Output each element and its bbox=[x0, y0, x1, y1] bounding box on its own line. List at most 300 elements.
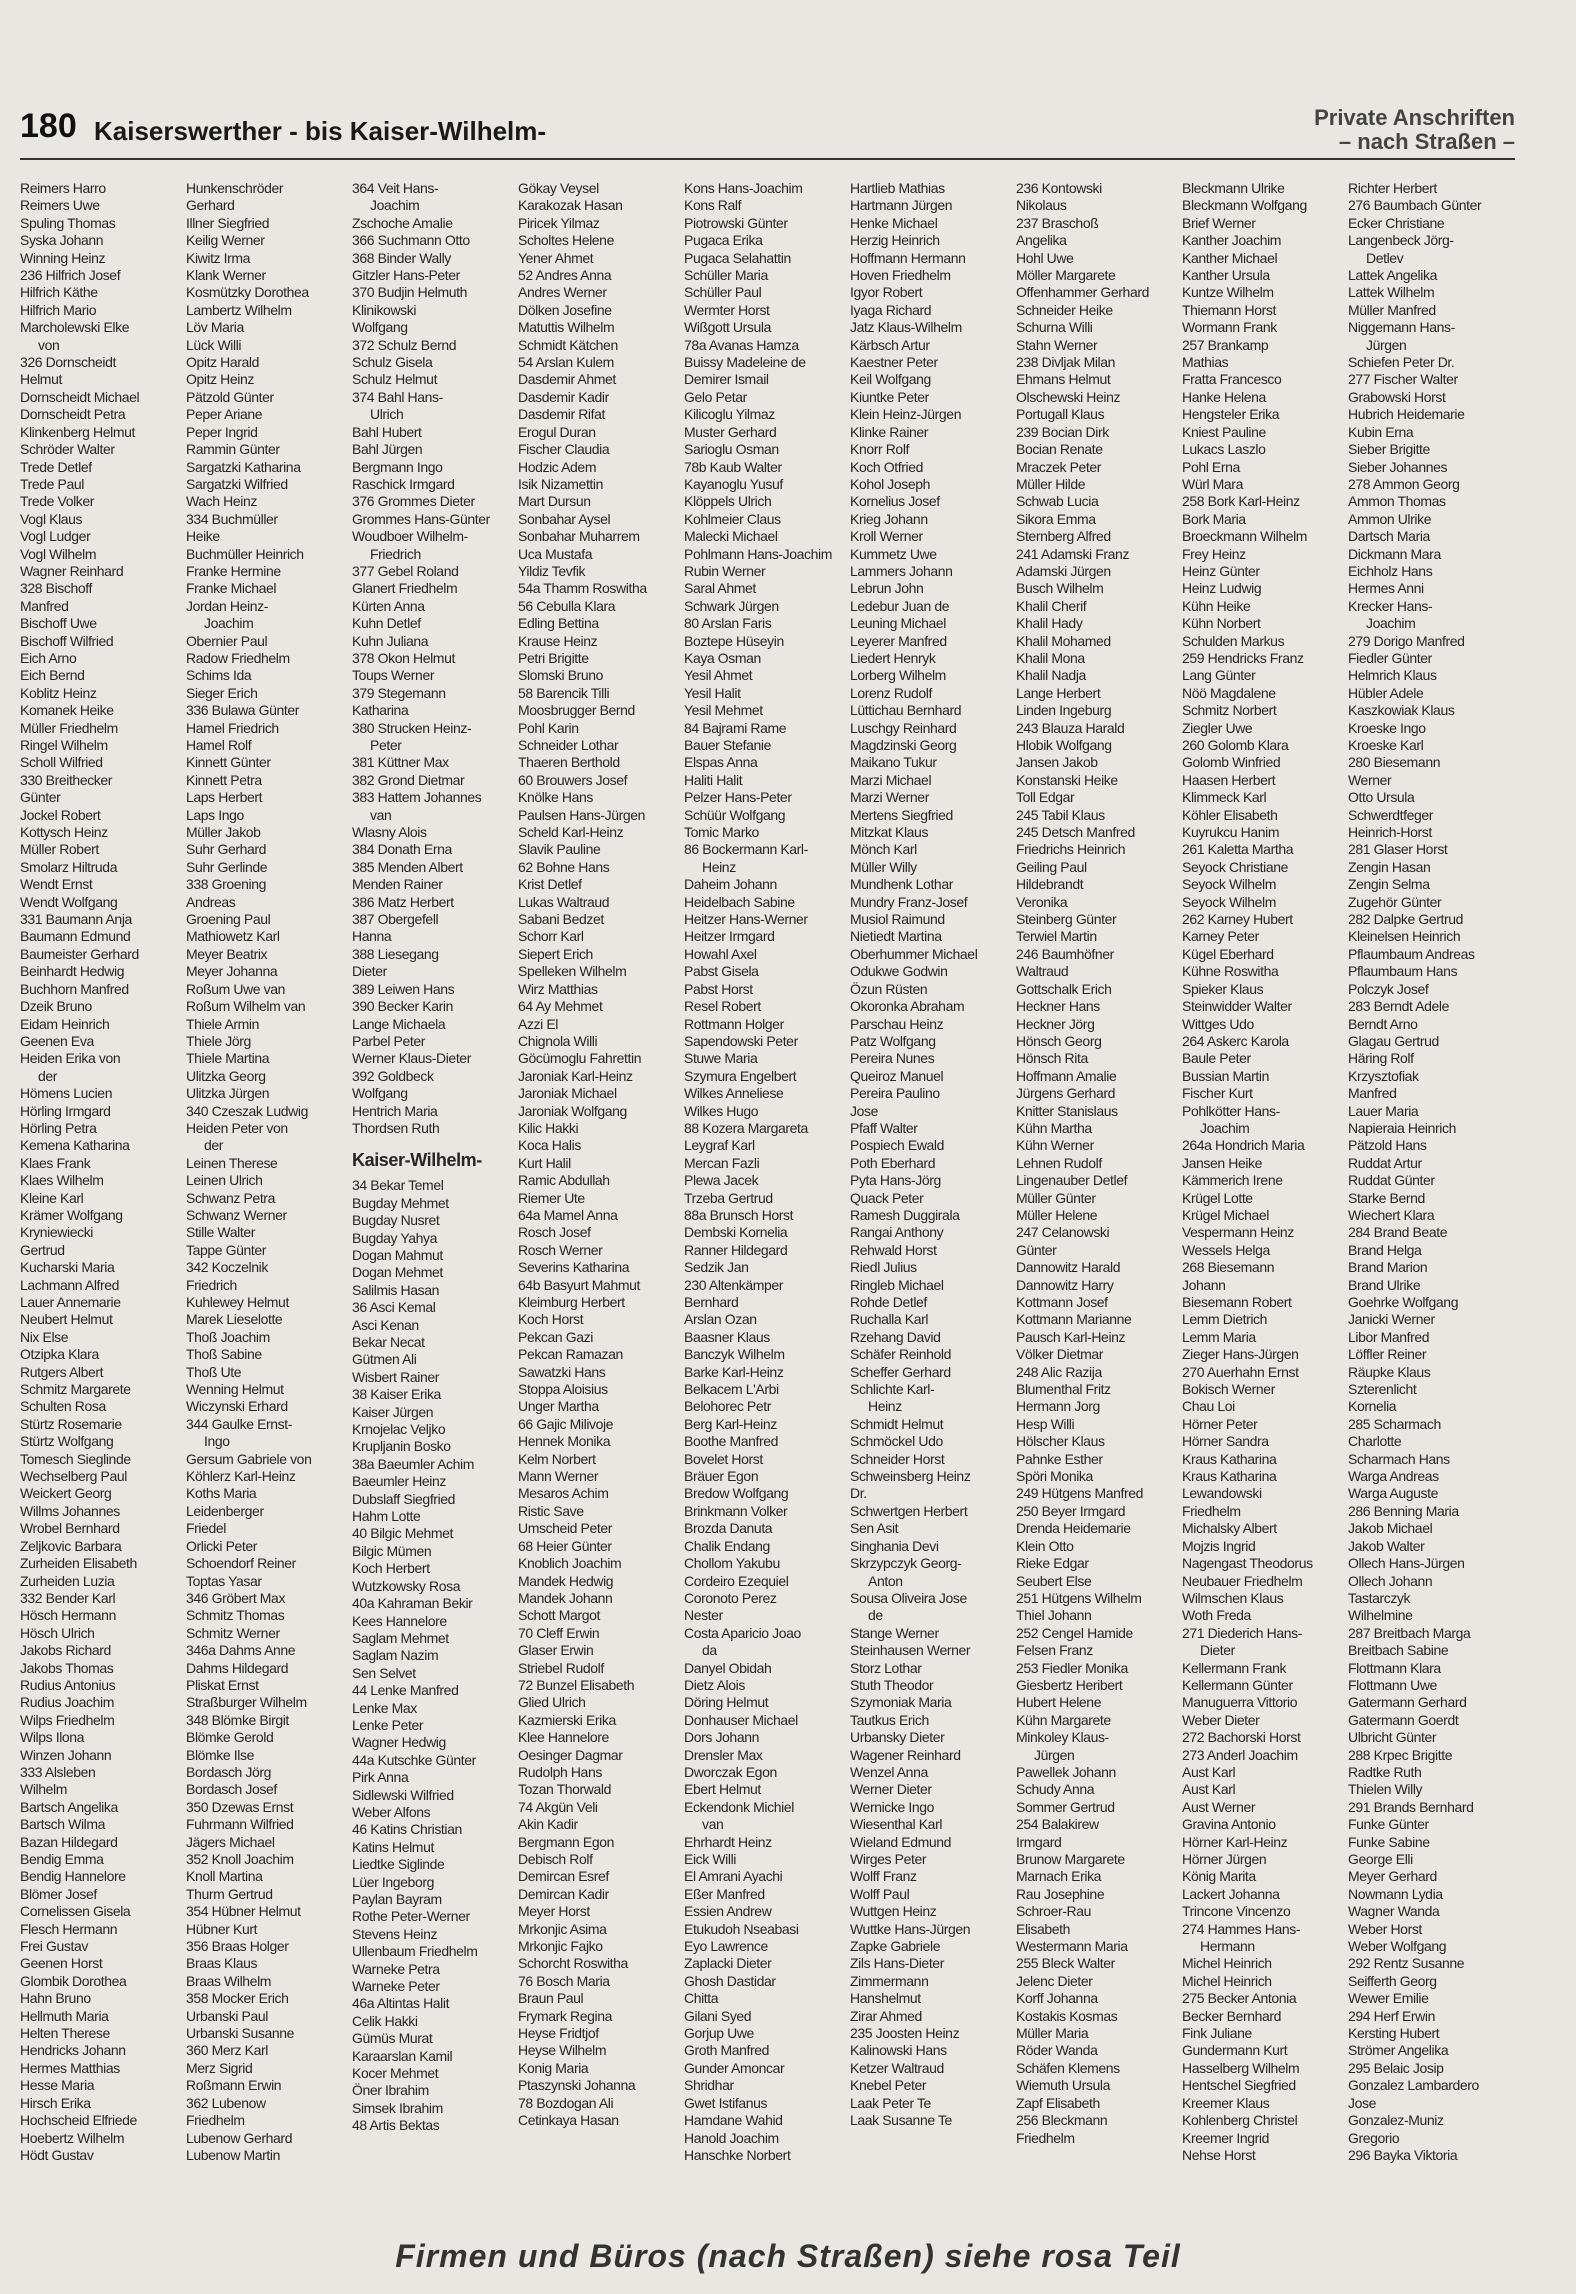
directory-entry: Lange Herbert bbox=[1016, 684, 1101, 701]
directory-entry: Becker Bernhard bbox=[1182, 2007, 1282, 2024]
directory-entry: Wendt Wolfgang bbox=[20, 893, 118, 910]
directory-entry: Stuwe Maria bbox=[684, 1050, 758, 1067]
directory-entry: Ruddat Artur bbox=[1348, 1154, 1422, 1171]
directory-entry: Laak Susanne Te bbox=[850, 2112, 952, 2129]
directory-entry: Franke Michael bbox=[186, 580, 277, 597]
directory-entry: Schwab Lucia bbox=[1016, 493, 1099, 510]
directory-entry: Brand Helga bbox=[1348, 1241, 1422, 1258]
directory-entry: Heinz bbox=[868, 1398, 902, 1415]
directory-entry: Fischer Claudia bbox=[518, 441, 610, 458]
directory-entry: Heitzer Irmgard bbox=[684, 928, 775, 945]
directory-entry: 378 Okon Helmut bbox=[352, 649, 455, 666]
directory-entry: Hartlieb Mathias bbox=[850, 180, 945, 196]
directory-entry: Heidelbach Sabine bbox=[684, 893, 795, 910]
directory-entry: Niggemann Hans- bbox=[1348, 319, 1455, 336]
directory-entry: Rzehang David bbox=[850, 1328, 941, 1345]
directory-entry: Richter Herbert bbox=[1348, 180, 1437, 196]
directory-entry: Kees Hannelore bbox=[352, 1612, 447, 1629]
directory-entry: Seifferth Georg bbox=[1348, 1972, 1437, 1989]
directory-entry: Kurt Halil bbox=[518, 1154, 571, 1171]
directory-entry: Woth Freda bbox=[1182, 1607, 1251, 1624]
directory-entry: Tautkus Erich bbox=[850, 1711, 929, 1728]
directory-entry: Roßum Uwe van bbox=[186, 980, 286, 997]
directory-entry: Hartmann Jürgen bbox=[850, 197, 953, 214]
directory-entry: Kleimburg Herbert bbox=[518, 1294, 625, 1310]
directory-entry: Kazmierski Erika bbox=[518, 1711, 616, 1728]
directory-entry: Ulrich bbox=[370, 406, 404, 423]
directory-entry: Dartsch Maria bbox=[1348, 528, 1430, 545]
directory-entry: Resel Robert bbox=[684, 998, 761, 1015]
directory-entry: Ketzer Waltraud bbox=[850, 2059, 944, 2076]
directory-entry: Ristic Save bbox=[518, 1502, 584, 1519]
directory-entry: 360 Merz Karl bbox=[186, 2042, 268, 2059]
directory-entry: Hodzic Adem bbox=[518, 458, 597, 475]
directory-entry: Warga Andreas bbox=[1348, 1468, 1439, 1485]
directory-entry: Kelm Norbert bbox=[518, 1450, 596, 1467]
directory-entry: Akin Kadir bbox=[518, 1816, 578, 1833]
directory-entry: Kiuntke Peter bbox=[850, 388, 929, 405]
directory-entry: Hörner Peter bbox=[1182, 1415, 1258, 1432]
directory-entry: Chau Loi bbox=[1182, 1398, 1235, 1415]
directory-entry: Edling Bettina bbox=[518, 615, 599, 632]
directory-entry: Pospiech Ewald bbox=[850, 1137, 945, 1154]
directory-entry: 258 Bork Karl-Heinz bbox=[1182, 493, 1300, 510]
directory-entry: van bbox=[702, 1816, 724, 1833]
directory-entry: Khalil Nadja bbox=[1016, 667, 1086, 684]
directory-entry: Frey Heinz bbox=[1182, 545, 1246, 562]
directory-entry: Stevens Heinz bbox=[352, 1925, 438, 1942]
directory-entry: Magdzinski Georg bbox=[850, 737, 957, 753]
directory-entry: Rudius Joachim bbox=[20, 1694, 114, 1711]
directory-entry: Eich Bernd bbox=[20, 667, 85, 684]
directory-entry: Barke Karl-Heinz bbox=[684, 1363, 784, 1380]
directory-entry: Hennek Monika bbox=[518, 1433, 611, 1450]
street-range-title: Kaiserswerther - bis Kaiser-Wilhelm- bbox=[94, 116, 547, 146]
directory-entry: Ruchalla Karl bbox=[850, 1311, 929, 1328]
directory-entry: 275 Becker Antonia bbox=[1182, 1990, 1297, 2007]
directory-entry: Lackert Johanna bbox=[1182, 1885, 1280, 1902]
directory-entry: Grabowski Horst bbox=[1348, 388, 1446, 405]
directory-column bbox=[1348, 180, 1514, 2220]
directory-entry: Müller Maria bbox=[1016, 2025, 1089, 2042]
directory-entry: 80 Arslan Faris bbox=[684, 615, 772, 632]
directory-entry: Koblitz Heinz bbox=[20, 684, 97, 701]
directory-entry: Krügel Lotte bbox=[1182, 1189, 1253, 1206]
directory-entry: Weickert Georg bbox=[20, 1485, 112, 1502]
directory-entry: Giesbertz Heribert bbox=[1016, 1676, 1123, 1693]
directory-entry: Kosmützky Dorothea bbox=[186, 284, 309, 301]
directory-entry: Heiden Erika von bbox=[20, 1050, 121, 1067]
directory-entry: Müller Günter bbox=[1016, 1189, 1096, 1206]
directory-entry: Eidam Heinrich bbox=[20, 1015, 110, 1032]
directory-entry: Linden Ingeburg bbox=[1016, 702, 1112, 719]
directory-entry: Heyse Wilhelm bbox=[518, 2042, 607, 2059]
directory-entry: Thurm Gertrud bbox=[186, 1885, 273, 1902]
directory-entry: Matuttis Wilhelm bbox=[518, 319, 615, 336]
directory-entry: Eßer Manfred bbox=[684, 1885, 765, 1902]
directory-entry: Löv Maria bbox=[186, 319, 244, 336]
directory-entry: Kanther Ursula bbox=[1182, 267, 1270, 284]
directory-entry: Ehrhardt Heinz bbox=[684, 1833, 772, 1850]
directory-entry: Westermann Maria bbox=[1016, 1938, 1128, 1955]
directory-entry: Otto Ursula bbox=[1348, 789, 1415, 806]
directory-entry: Stürtz Wolfgang bbox=[20, 1433, 114, 1450]
directory-entry: 333 Alsleben bbox=[20, 1763, 96, 1780]
directory-entry: 48 Artis Bektas bbox=[352, 2117, 440, 2134]
directory-entry: Helten Therese bbox=[20, 2025, 110, 2042]
directory-entry: Wiczynski Erhard bbox=[186, 1398, 288, 1415]
directory-entry: 279 Dorigo Manfred bbox=[1348, 632, 1465, 649]
directory-entry: Lüttichau Bernhard bbox=[850, 702, 962, 719]
directory-entry: Warga Auguste bbox=[1348, 1485, 1439, 1502]
directory-entry: 356 Braas Holger bbox=[186, 1938, 289, 1955]
directory-entry: 64b Basyurt Mahmut bbox=[518, 1276, 640, 1293]
directory-entry: Schneider Heike bbox=[1016, 301, 1113, 318]
directory-entry: 250 Beyer Irmgard bbox=[1016, 1502, 1126, 1519]
directory-column bbox=[850, 180, 1016, 2220]
directory-entry: Khalil Hady bbox=[1016, 615, 1083, 632]
directory-entry: Klein Otto bbox=[1016, 1537, 1074, 1554]
directory-entry: 294 Herf Erwin bbox=[1348, 2007, 1435, 2024]
directory-entry: Funke Günter bbox=[1348, 1816, 1429, 1833]
directory-entry: Gwet Istifanus bbox=[684, 2094, 768, 2111]
directory-entry: 264a Hondrich Maria bbox=[1182, 1137, 1305, 1154]
directory-entry: Pyta Hans-Jörg bbox=[850, 1172, 941, 1189]
directory-entry: Kaestner Peter bbox=[850, 354, 938, 371]
directory-entry: Mundhenk Lothar bbox=[850, 876, 953, 893]
directory-column bbox=[1016, 180, 1182, 2220]
directory-entry: Gerhard bbox=[186, 197, 235, 214]
directory-columns bbox=[20, 180, 1520, 2220]
directory-entry: Suhr Gerlinde bbox=[186, 858, 268, 875]
directory-entry: Dasdemir Rifat bbox=[518, 406, 605, 423]
directory-entry: Bocian Renate bbox=[1016, 441, 1103, 458]
directory-entry: 66 Gajic Milivoje bbox=[518, 1415, 614, 1432]
directory-entry: Frymark Regina bbox=[518, 2007, 612, 2024]
directory-entry: Oesinger Dagmar bbox=[518, 1746, 623, 1763]
directory-entry: Pohlkötter Hans- bbox=[1182, 1102, 1280, 1119]
directory-entry: 56 Cebulla Klara bbox=[518, 597, 616, 614]
directory-entry: Günter bbox=[1016, 1241, 1057, 1258]
directory-entry: Simsek Ibrahim bbox=[352, 2099, 443, 2116]
directory-entry: der bbox=[204, 1137, 224, 1154]
directory-entry: Ulitzka Jürgen bbox=[186, 1085, 270, 1102]
directory-entry: Franke Hermine bbox=[186, 562, 281, 579]
directory-entry: Joachim bbox=[370, 197, 420, 214]
directory-entry: 270 Auerhahn Ernst bbox=[1182, 1363, 1299, 1380]
directory-entry: 292 Rentz Susanne bbox=[1348, 1955, 1465, 1972]
directory-entry: Sikora Emma bbox=[1016, 510, 1096, 527]
directory-entry: Ollech Hans-Jürgen bbox=[1348, 1555, 1465, 1572]
directory-entry: Brinkmann Volker bbox=[684, 1502, 788, 1519]
directory-entry: Müller Friedhelm bbox=[20, 719, 118, 736]
directory-entry: Gonzalez Lambardero bbox=[1348, 2077, 1479, 2094]
directory-entry: Piotrowski Günter bbox=[684, 214, 788, 231]
directory-entry: Mundry Franz-Josef bbox=[850, 893, 968, 910]
directory-entry: Haasen Herbert bbox=[1182, 771, 1276, 788]
directory-entry: 352 Knoll Joachim bbox=[186, 1851, 294, 1867]
directory-entry: Pugaca Erika bbox=[684, 232, 763, 249]
directory-entry: Eichholz Hans bbox=[1348, 562, 1433, 579]
directory-entry: Kilicoglu Yilmaz bbox=[684, 406, 775, 423]
directory-entry: Schulz Helmut bbox=[352, 371, 438, 388]
directory-entry: Dr. bbox=[850, 1485, 867, 1502]
directory-entry: Weber Wolfgang bbox=[1348, 1938, 1447, 1955]
directory-entry: Muster Gerhard bbox=[684, 423, 777, 440]
directory-entry: da bbox=[702, 1642, 717, 1659]
directory-entry: Pahnke Esther bbox=[1016, 1450, 1103, 1467]
directory-entry: Kroll Werner bbox=[850, 528, 923, 545]
directory-entry: Terwiel Martin bbox=[1016, 928, 1097, 945]
directory-entry: Haliti Halit bbox=[684, 771, 743, 788]
directory-entry: Beinhardt Hedwig bbox=[20, 963, 125, 980]
directory-entry: 389 Leiwen Hans bbox=[352, 980, 455, 997]
directory-entry: Henke Michael bbox=[850, 214, 938, 231]
directory-entry: Schwark Jürgen bbox=[684, 597, 779, 614]
directory-entry: Tozan Thorwald bbox=[518, 1781, 611, 1798]
directory-entry: Siepert Erich bbox=[518, 945, 593, 962]
directory-entry: Warneke Peter bbox=[352, 1978, 440, 1995]
directory-entry: 285 Scharmach bbox=[1348, 1415, 1441, 1432]
directory-entry: Hönsch Rita bbox=[1016, 1050, 1088, 1067]
directory-entry: Kinnett Petra bbox=[186, 771, 262, 788]
directory-entry: Kühn Heike bbox=[1182, 597, 1251, 614]
directory-entry: Dzeik Bruno bbox=[20, 998, 92, 1015]
directory-entry: Hendricks Johann bbox=[20, 2042, 126, 2059]
directory-entry: Baumann Edmund bbox=[20, 928, 131, 945]
directory-entry: Hunkenschröder bbox=[186, 180, 284, 196]
directory-entry: Brief Werner bbox=[1182, 214, 1256, 231]
directory-entry: Lubenow Martin bbox=[186, 2146, 281, 2163]
directory-entry: Rosch Werner bbox=[518, 1241, 603, 1258]
directory-entry: Ledebur Juan de bbox=[850, 597, 950, 614]
directory-entry: Blömke Ilse bbox=[186, 1746, 254, 1763]
directory-entry: Leinen Therese bbox=[186, 1154, 278, 1171]
directory-entry: Peper Ariane bbox=[186, 406, 263, 423]
directory-entry: Stuth Theodor bbox=[850, 1676, 934, 1693]
directory-entry: Dannowitz Harald bbox=[1016, 1259, 1121, 1276]
directory-entry: Hörner Jürgen bbox=[1182, 1851, 1267, 1867]
directory-entry: Kemena Katharina bbox=[20, 1137, 130, 1154]
directory-entry: Urbanski Susanne bbox=[186, 2025, 294, 2042]
directory-entry: Lang Günter bbox=[1182, 667, 1256, 684]
directory-entry: Möller Margarete bbox=[1016, 267, 1116, 284]
directory-entry: Ranner Hildegard bbox=[684, 1241, 788, 1258]
directory-entry: Kalinowski Hans bbox=[850, 2042, 947, 2059]
directory-entry: Seyock Wilhelm bbox=[1182, 876, 1276, 893]
directory-entry: Hlobik Wolfgang bbox=[1016, 737, 1112, 753]
directory-entry: Sarioglu Osman bbox=[684, 441, 779, 458]
directory-entry: Bergmann Ingo bbox=[352, 458, 443, 475]
directory-entry: Seubert Else bbox=[1016, 1572, 1092, 1589]
directory-entry: Klimmeck Karl bbox=[1182, 789, 1267, 806]
directory-entry: 38 Kaiser Erika bbox=[352, 1386, 441, 1403]
directory-entry: Dölken Josefine bbox=[518, 301, 612, 318]
directory-entry: Mathias bbox=[1182, 354, 1229, 371]
directory-entry: Joachim bbox=[1200, 1119, 1250, 1136]
directory-entry: Ringleb Michael bbox=[850, 1276, 944, 1293]
directory-entry: Sternberg Alfred bbox=[1016, 528, 1111, 545]
directory-entry: Marnach Erika bbox=[1016, 1868, 1102, 1885]
directory-entry: Wechselberg Paul bbox=[20, 1468, 127, 1485]
directory-entry: Ullenbaum Friedhelm bbox=[352, 1943, 478, 1960]
directory-entry: Schwerdtfeger bbox=[1348, 806, 1434, 823]
directory-entry: Löffler Reiner bbox=[1348, 1346, 1427, 1363]
directory-entry: Wormann Frank bbox=[1182, 319, 1277, 336]
directory-entry: Komanek Heike bbox=[20, 702, 114, 719]
directory-entry: 262 Karney Hubert bbox=[1182, 911, 1293, 928]
directory-entry: Mann Werner bbox=[518, 1468, 599, 1485]
directory-entry: Krieg Johann bbox=[850, 510, 928, 527]
directory-entry: Spieker Klaus bbox=[1182, 980, 1264, 997]
directory-entry: Kleinelsen Heinrich bbox=[1348, 928, 1461, 945]
directory-entry: Öner Ibrahim bbox=[352, 2082, 429, 2099]
directory-entry: Drenda Heidemarie bbox=[1016, 1520, 1131, 1537]
directory-entry: Dasdemir Ahmet bbox=[518, 371, 616, 388]
directory-entry: Wilhelmine bbox=[1348, 1607, 1413, 1624]
directory-entry: Gunder Amoncar bbox=[684, 2059, 785, 2076]
directory-entry: 239 Bocian Dirk bbox=[1016, 423, 1109, 440]
directory-entry: Bordasch Josef bbox=[186, 1781, 277, 1798]
directory-entry: Bischoff Uwe bbox=[20, 615, 97, 632]
directory-entry: Mrkonjic Fajko bbox=[518, 1938, 603, 1955]
directory-entry: Manuguerra Vittorio bbox=[1182, 1694, 1298, 1711]
directory-entry: Schorcht Roswitha bbox=[518, 1955, 628, 1972]
directory-entry: Cetinkaya Hasan bbox=[518, 2112, 619, 2129]
directory-entry: Sonbahar Muharrem bbox=[518, 528, 640, 545]
directory-entry: Hübner Kurt bbox=[186, 1920, 258, 1937]
directory-entry: Erogul Duran bbox=[518, 423, 596, 440]
directory-entry: Lück Willi bbox=[186, 336, 242, 353]
directory-entry: Gottschalk Erich bbox=[1016, 980, 1112, 997]
directory-entry: Baumeister Gerhard bbox=[20, 945, 139, 962]
directory-entry: Lüer Ingeborg bbox=[352, 1873, 434, 1890]
directory-entry: Lattek Wilhelm bbox=[1348, 284, 1435, 301]
directory-entry: Fink Juliane bbox=[1182, 2025, 1252, 2042]
directory-entry: Stürtz Rosemarie bbox=[20, 1415, 122, 1432]
directory-entry: Kryniewiecki bbox=[20, 1224, 93, 1241]
directory-entry: Kottysch Heinz bbox=[20, 824, 108, 841]
directory-entry: Schmidt Kätchen bbox=[518, 336, 618, 353]
directory-entry: Klinke Rainer bbox=[850, 423, 929, 440]
directory-entry: Patz Wolfgang bbox=[850, 1032, 936, 1049]
directory-entry: Biesemann Robert bbox=[1182, 1294, 1292, 1310]
directory-entry: Jansen Heike bbox=[1182, 1154, 1263, 1171]
directory-entry: Dembski Kornelia bbox=[684, 1224, 788, 1241]
directory-entry: Thiemann Horst bbox=[1182, 301, 1276, 318]
directory-entry: Völker Dietmar bbox=[1016, 1346, 1103, 1363]
directory-entry: Gümüs Murat bbox=[352, 2030, 433, 2047]
directory-entry: Bugday Nusret bbox=[352, 1212, 440, 1229]
directory-entry: Wenzel Anna bbox=[850, 1763, 928, 1780]
directory-entry: Bergmann Egon bbox=[518, 1833, 614, 1850]
directory-entry: 64a Mamel Anna bbox=[518, 1206, 618, 1223]
directory-entry: Hahn Bruno bbox=[20, 1990, 91, 2007]
directory-entry: Thiel Johann bbox=[1016, 1607, 1092, 1624]
directory-entry: Klöppels Ulrich bbox=[684, 493, 772, 510]
directory-entry: Schurna Willi bbox=[1016, 319, 1093, 336]
directory-entry: Gonzalez-Muniz bbox=[1348, 2112, 1444, 2129]
directory-entry: Katins Helmut bbox=[352, 1838, 434, 1855]
directory-entry: Debisch Rolf bbox=[518, 1851, 593, 1867]
directory-entry: Stahn Werner bbox=[1016, 336, 1098, 353]
directory-entry: Wiechert Klara bbox=[1348, 1206, 1435, 1223]
directory-entry: Saral Ahmet bbox=[684, 580, 756, 597]
directory-entry: 364 Veit Hans- bbox=[352, 180, 439, 196]
directory-entry: Kinnett Günter bbox=[186, 754, 271, 771]
directory-entry: Jakob Walter bbox=[1348, 1537, 1425, 1554]
directory-entry: Konstanski Heike bbox=[1016, 771, 1118, 788]
directory-entry: Thaeren Berthold bbox=[518, 754, 620, 771]
directory-entry: Kohlmeier Claus bbox=[684, 510, 781, 527]
directory-entry: Brand Ulrike bbox=[1348, 1276, 1421, 1293]
directory-entry: Wach Heinz bbox=[186, 493, 257, 510]
directory-entry: 68 Heier Günter bbox=[518, 1537, 612, 1554]
directory-entry: Hermann Jorg bbox=[1016, 1398, 1100, 1415]
directory-entry: Weber Dieter bbox=[1182, 1711, 1260, 1728]
directory-entry: Oberhummer Michael bbox=[850, 945, 978, 962]
directory-entry: Sapendowski Peter bbox=[684, 1032, 798, 1049]
directory-entry: 259 Hendricks Franz bbox=[1182, 649, 1304, 666]
directory-entry: Parschau Heinz bbox=[850, 1015, 944, 1032]
directory-entry: Opitz Heinz bbox=[186, 371, 254, 388]
directory-entry: Mathiowetz Karl bbox=[186, 928, 280, 945]
directory-entry: Stille Walter bbox=[186, 1224, 255, 1241]
directory-entry: Schulten Rosa bbox=[20, 1398, 106, 1415]
directory-entry: Knölke Hans bbox=[518, 789, 593, 806]
directory-entry: Hilfrich Mario bbox=[20, 301, 97, 318]
directory-entry: 390 Becker Karin bbox=[352, 998, 453, 1015]
directory-entry: Kohol Joseph bbox=[850, 475, 931, 492]
directory-entry: Kühn Martha bbox=[1016, 1119, 1092, 1136]
directory-entry: Lemm Maria bbox=[1182, 1328, 1256, 1345]
directory-entry: Starke Bernd bbox=[1348, 1189, 1425, 1206]
directory-entry: 376 Grommes Dieter bbox=[352, 493, 475, 510]
directory-entry: Schmidt Helmut bbox=[850, 1415, 944, 1432]
directory-entry: Elspas Anna bbox=[684, 754, 758, 771]
directory-entry: 88a Brunsch Horst bbox=[684, 1206, 794, 1223]
directory-entry: 255 Bleck Walter bbox=[1016, 1955, 1115, 1972]
directory-entry: Koch Horst bbox=[518, 1311, 584, 1328]
directory-entry: Banczyk Wilhelm bbox=[684, 1346, 785, 1363]
directory-entry: 237 Braschoß bbox=[1016, 214, 1099, 231]
directory-entry: 245 Detsch Manfred bbox=[1016, 824, 1135, 841]
directory-entry: 340 Czeszak Ludwig bbox=[186, 1102, 308, 1119]
directory-entry: Geiling Paul bbox=[1016, 858, 1087, 875]
directory-entry: 385 Menden Albert bbox=[352, 858, 463, 875]
directory-entry: Minkoley Klaus- bbox=[1016, 1729, 1109, 1746]
directory-entry: Buchhorn Manfred bbox=[20, 980, 129, 997]
directory-entry: Ollech Johann bbox=[1348, 1572, 1433, 1589]
directory-entry: Hochscheid Elfriede bbox=[20, 2112, 137, 2129]
directory-entry: 296 Bayka Viktoria bbox=[1348, 2146, 1458, 2163]
directory-entry: Röder Wanda bbox=[1016, 2042, 1098, 2059]
directory-entry: Ammon Thomas bbox=[1348, 493, 1446, 510]
directory-entry: Krügel Michael bbox=[1182, 1206, 1269, 1223]
directory-entry: Striebel Rudolf bbox=[518, 1659, 604, 1676]
directory-entry: 60 Brouwers Josef bbox=[518, 771, 628, 788]
directory-entry: Libor Manfred bbox=[1348, 1328, 1430, 1345]
directory-entry: Hösch Ulrich bbox=[20, 1624, 95, 1641]
directory-entry: Wittges Udo bbox=[1182, 1015, 1254, 1032]
footer-note: Firmen und Büros (nach Straßen) siehe rosa Teil bbox=[395, 2238, 1181, 2274]
directory-entry: Pflaumbaum Hans bbox=[1348, 963, 1458, 980]
street-heading: Kaiser-Wilhelm- bbox=[352, 1150, 482, 1171]
directory-entry: Hoffmann Hermann bbox=[850, 249, 966, 266]
directory-entry: van bbox=[370, 806, 392, 823]
directory-entry: Wolfgang bbox=[352, 1085, 408, 1102]
directory-entry: Busch Wilhelm bbox=[1016, 580, 1104, 597]
